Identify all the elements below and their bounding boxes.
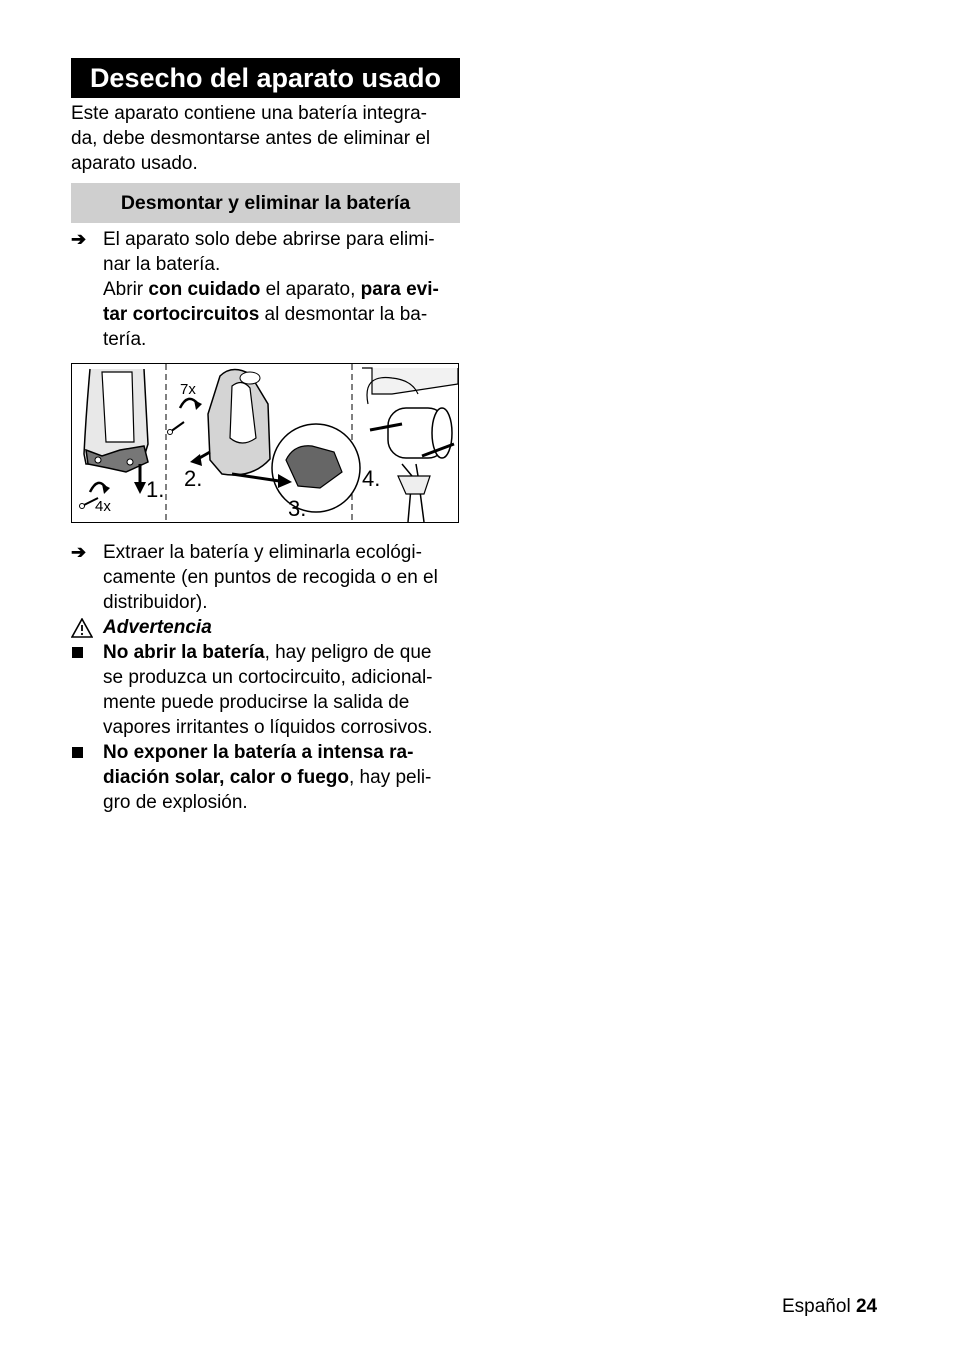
warning-bullet-do-not-open: No abrir la batería, hay peligro de que se produzca un cortocircuito, adicional- mente puede producirse la salida de vapores irritantes o líquidos corrosivos. — [71, 640, 463, 740]
figure-step-4: 4. — [362, 466, 381, 491]
bullet-square-icon — [71, 640, 97, 665]
warning-heading: Advertencia — [71, 615, 463, 640]
figure-label-4x: 4x — [95, 498, 111, 515]
bullet-square-icon — [71, 740, 97, 765]
arrow-right-icon: ➔ — [71, 542, 87, 562]
figure-step-3: 3. — [288, 496, 307, 521]
device-bottom-drawing — [80, 369, 149, 509]
figure-step-1: 1. — [146, 477, 165, 502]
intro-line: da, debe desmontarse antes de eliminar el — [71, 128, 431, 149]
footer-language: Español — [782, 1296, 851, 1317]
intro-line: Este aparato contiene una batería integra- — [71, 103, 427, 124]
figure-label-7x: 7x — [180, 381, 196, 398]
page-footer — [782, 1296, 877, 1318]
instruction-step-open: ➔ El aparato solo debe abrirse para elimi- nar la batería. Abrir con cuidado el aparato, para evi- tar cortocircuitos al desmontar la ba- tería. — [71, 229, 439, 350]
battery-removal-illustration — [71, 363, 459, 523]
section-title: Desecho del aparato usado — [71, 58, 460, 98]
warning-bullet-heat: No exponer la batería a intensa ra- diación solar, calor o fuego, hay peli- gro de explosión. — [71, 740, 463, 815]
page-number: 24 — [855, 1296, 878, 1317]
subsection-heading: Desmontar y eliminar la batería — [71, 183, 460, 223]
instruction-step-extract: ➔ Extraer la batería y eliminarla ecológi- camente (en puntos de recogida o en el distribuidor). — [71, 542, 438, 613]
battery-cutting-drawing — [362, 368, 458, 522]
arrow-right-icon: ➔ — [71, 229, 87, 249]
figure-step-2: 2. — [184, 466, 203, 491]
intro-line: aparato usado. — [71, 153, 198, 174]
intro-paragraph — [71, 101, 463, 176]
